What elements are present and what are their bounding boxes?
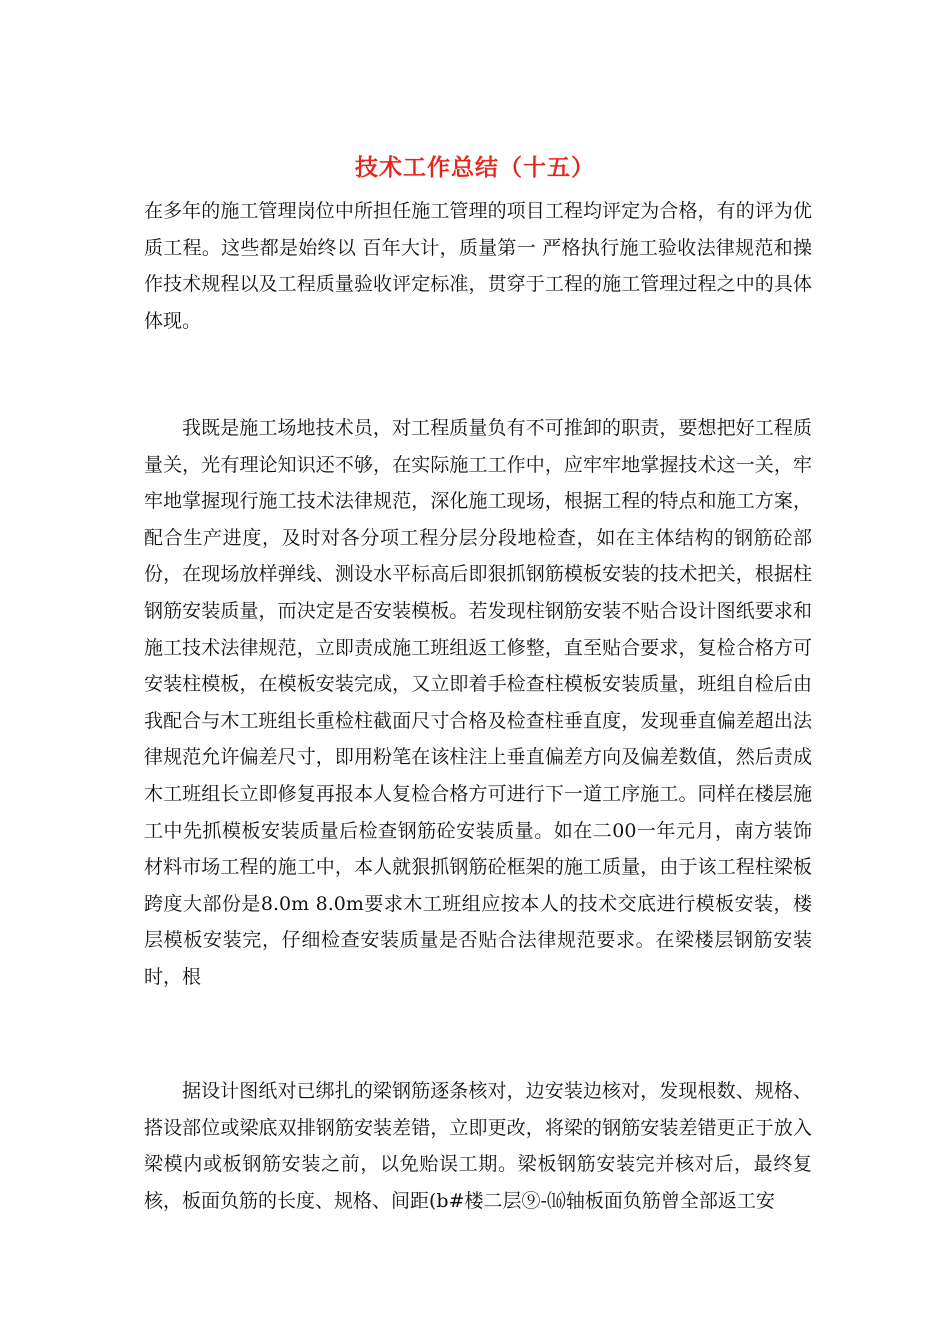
paragraph-2: 我既是施工场地技术员，对工程质量负有不可推卸的职责，要想把好工程质量关，光有理论知识还不够，在实际施工工作中，应牢牢地掌握技术这一关，牢牢地掌握现行施工技术法律规范，深化施工现场，根据工程的特点和施工方案，配合生产进度，及时对各分项工程分层分段地检查，如在主体结构的钢筋砼部份，在现场放样弹线、测设水平标高后即狠抓钢筋模板安装的技术把关，根据柱钢筋安装质量，而决定是否安装模板。若发现柱钢筋安装不贴合设计图纸要求和施工技术法律规范，立即责成施工班组返工修整，直至贴合要求，复检合格方可安装柱模板，在模板安装完成，又立即着手检查柱模板安装质量，班组自检后由我配合与木工班组长重检柱截面尺寸合格及检查柱垂直度，发现垂直偏差超出法律规范允许偏差尺寸，即用粉笔在该柱注上垂直偏差方向及偏差数值，然后责成木工班组长立即修复再报本人复检合格方可进行下一道工序施工。同样在楼层施工中先抓模板安装质量后检查钢筋砼安装质量。如在二00一年元月，南方装饰材料市场工程的施工中，本人就狠抓钢筋砼框架的施工质量，由于该工程柱梁板跨度大部份是8.0m 8.0m要求木工班组应按本人的技术交底进行模板安装，楼层模板安装完，仔细检查安装质量是否贴合法律规范要求。在梁楼层钢筋安装时，根 xyxy=(144,417,812,988)
paragraph-1: 在多年的施工管理岗位中所担任施工管理的项目工程均评定为合格，有的评为优质工程。这些都是始终以 百年大计，质量第一 严格执行施工验收法律规范和操作技术规程以及工程质量验收评定标准，贯穿于工程的施工管理过程之中的具体体现。 xyxy=(144,200,812,332)
paragraph-3: 据设计图纸对已绑扎的梁钢筋逐条核对，边安装边核对，发现根数、规格、搭设部位或梁底双排钢筋安装差错，立即更改，将梁的钢筋安装差错更正于放入梁模内或板钢筋安装之前，以免贻误工期。梁板钢筋安装完并核对后，最终复核，板面负筋的长度、规格、间距(b#楼二层⑨-⒃轴板面负筋曾全部返工安 xyxy=(144,1080,812,1212)
document-title: 技术工作总结（十五） xyxy=(355,154,595,181)
